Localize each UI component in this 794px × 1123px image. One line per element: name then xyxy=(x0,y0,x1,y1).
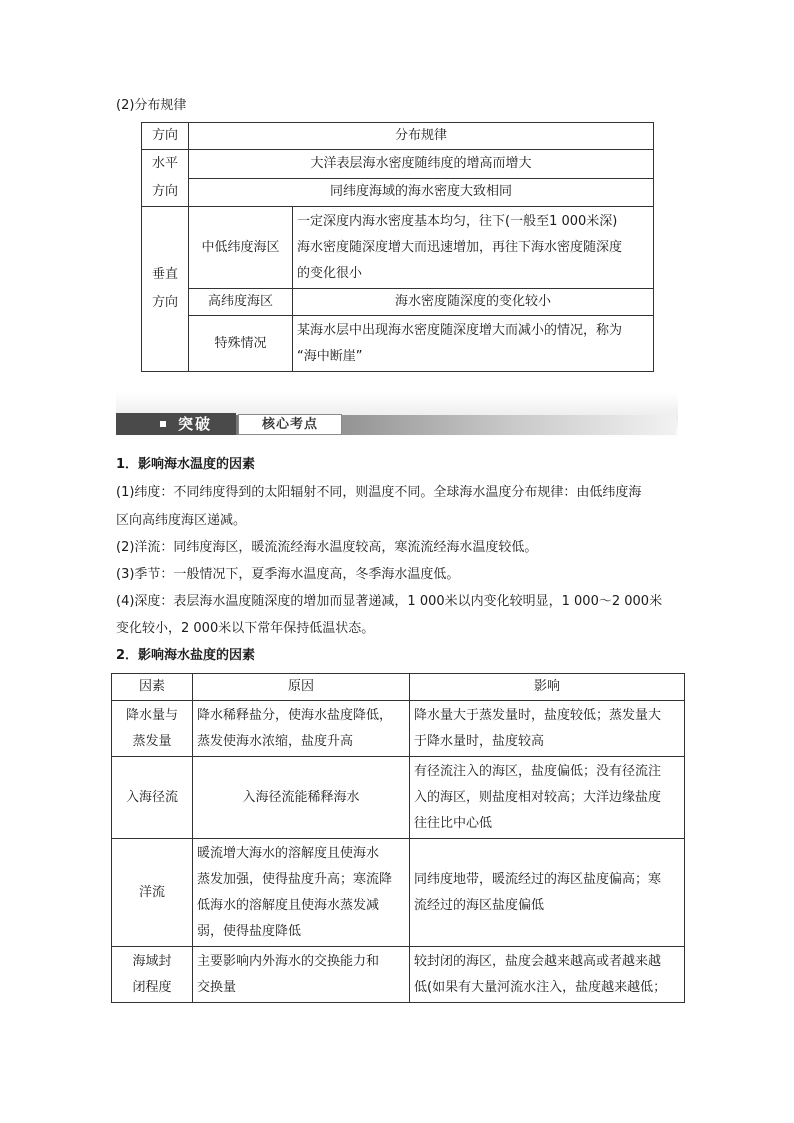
effect-precipitation: 降水量大于蒸发量时，盐度较低；蒸发量大 于降水量时，盐度较高 xyxy=(410,701,685,757)
factor-precipitation: 降水量与 蒸发量 xyxy=(112,701,193,757)
section2-title: 2．影响海水盐度的因素 xyxy=(116,648,256,663)
table-row xyxy=(112,839,685,947)
zone-high-rule: 海水密度随深度的变化较小 xyxy=(293,289,654,316)
section1-line-1: (1)纬度：不同纬度得到的太阳辐射不同，则温度不同。全球海水温度分布规律：由低纬度海 xyxy=(116,485,642,500)
section1-line-3: (2)洋流：同纬度海区，暖流流经海水温度较高，寒流流经海水温度较低。 xyxy=(116,540,538,555)
section1-line-2: 区向高纬度海区递减。 xyxy=(116,513,247,528)
header-factor: 因素 xyxy=(112,674,193,701)
density-distribution-table xyxy=(141,122,654,372)
factor-current: 洋流 xyxy=(112,839,193,947)
horizontal-rule-1: 大洋表层海水密度随纬度的增高而增大 xyxy=(189,150,654,179)
header-reason: 原因 xyxy=(193,674,410,701)
header-direction: 方向 xyxy=(142,123,189,150)
table-row xyxy=(112,947,685,1003)
table-row xyxy=(112,757,685,839)
square-bullet-icon xyxy=(160,421,166,427)
header-rule: 分布规律 xyxy=(189,123,654,150)
section1-title: 1．影响海水温度的因素 xyxy=(116,457,256,472)
table-row xyxy=(142,207,654,289)
table-header-row xyxy=(112,674,685,701)
effect-runoff: 有径流注入的海区，盐度偏低；没有径流注 入的海区，则盐度相对较高；大洋边缘盐度 往往比中心低 xyxy=(410,757,685,839)
effect-current: 同纬度地带，暖流经过的海区盐度偏高；寒 流经过的海区盐度偏低 xyxy=(410,839,685,947)
table-header-row xyxy=(142,123,654,150)
reason-runoff: 入海径流能稀释海水 xyxy=(193,757,410,839)
reason-enclosure: 主要影响内外海水的交换能力和 交换量 xyxy=(193,947,410,1003)
header-effect: 影响 xyxy=(410,674,685,701)
effect-enclosure: 较封闭的海区，盐度会越来越高或者越来越 低(如果有大量河流水注入，盐度越来越低； xyxy=(410,947,685,1003)
banner-breakthrough: 突破 xyxy=(116,413,236,435)
table-row xyxy=(112,701,685,757)
zone-special-rule: 某海水层中出现海水密度随深度增大而减小的情况，称为 “海中断崖” xyxy=(293,316,654,372)
reason-precipitation: 降水稀释盐分，使海水盐度降低， 蒸发使海水浓缩，盐度升高 xyxy=(193,701,410,757)
horizontal-rule-2: 同纬度海域的海水密度大致相同 xyxy=(189,178,654,207)
reason-current: 暖流增大海水的溶解度且使海水 蒸发加强，使得盐度升高；寒流降 低海水的溶解度且使海水蒸发减 弱，使得盐度降低 xyxy=(193,839,410,947)
distribution-heading: (2)分布规律 xyxy=(116,98,187,113)
zone-mid-low-latitude: 中低纬度海区 xyxy=(189,207,293,289)
factor-runoff: 入海径流 xyxy=(112,757,193,839)
table-row xyxy=(142,289,654,316)
factor-enclosure: 海域封 闭程度 xyxy=(112,947,193,1003)
zone-mid-low-rule: 一定深度内海水密度基本均匀，往下(一般至1 000米深) 海水密度随深度增大而迅速增加，再往下海水密度随深度 的变化很小 xyxy=(293,207,654,289)
banner-core-points: 核心考点 xyxy=(238,414,342,435)
salinity-factors-table xyxy=(111,673,685,1003)
zone-high-latitude: 高纬度海区 xyxy=(189,289,293,316)
section1-line-5: (4)深度：表层海水温度随深度的增加而显著递减，1 000米以内变化较明显，1 000～2 000米 xyxy=(116,594,663,609)
table-row xyxy=(142,316,654,372)
vertical-label: 垂直 方向 xyxy=(142,207,189,372)
zone-special: 特殊情况 xyxy=(189,316,293,372)
horizontal-label: 水平 方向 xyxy=(142,150,189,207)
section1-line-6: 变化较小，2 000米以下常年保持低温状态。 xyxy=(116,621,375,636)
table-row xyxy=(142,178,654,207)
table-row xyxy=(142,150,654,179)
section1-line-4: (3)季节：一般情况下，夏季海水温度高，冬季海水温度低。 xyxy=(116,567,460,582)
